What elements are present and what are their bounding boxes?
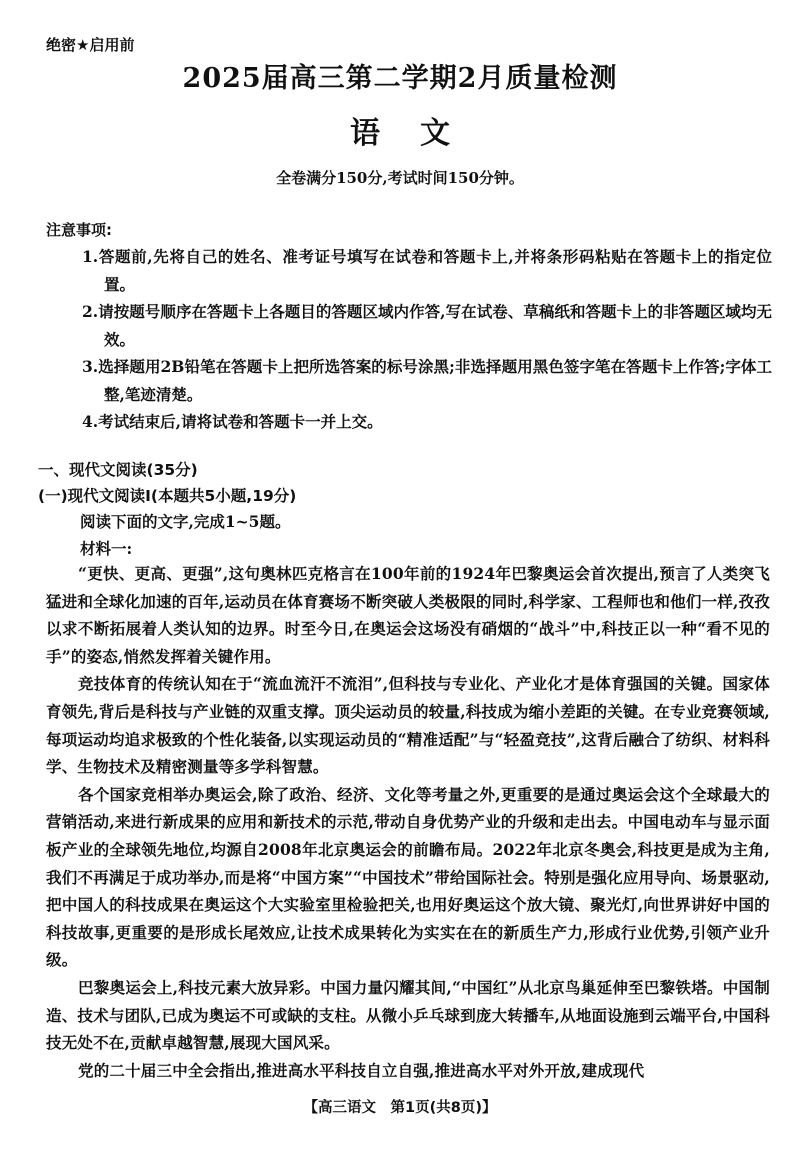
notice-item: 1.答题前,先将自己的姓名、准考证号填写在试卷和答题卡上,并将条形码粘贴在答题卡上的指定位置。 (82, 247, 772, 294)
paragraph: 党的二十届三中全会指出,推进高水平科技自立自强,推进高水平对外开放,建成现代 (78, 1060, 645, 1080)
material-label: 材料一: (80, 539, 133, 558)
reading-instruction: 阅读下面的文字,完成1~5题。 (80, 512, 291, 531)
notice-item: 2.请按题号顺序在答题卡上各题目的答题区域内作答,写在试卷、草稿纸和答题卡上的非答题区域均无效。 (82, 302, 772, 349)
notice-item: 4.考试结束后,请将试卷和答题卡一并上交。 (82, 412, 383, 431)
exam-title: 2025届高三第二学期2月质量检测 (182, 63, 618, 94)
material-text (46, 560, 770, 1084)
section-title: 一、现代文阅读(35分) (38, 461, 198, 479)
confidential-label: 绝密★启用前 (46, 36, 135, 54)
score-time-note: 全卷满分150分,考试时间150分钟。 (276, 169, 524, 187)
notice-list (82, 243, 772, 436)
notice-item: 3.选择题用2B铅笔在答题卡上把所选答案的标号涂黑;非选择题用黑色签字笔在答题卡上作答;字体工整,笔迹清楚。 (82, 357, 772, 404)
paragraph: 竞技体育的传统认知在于“流血流汗不流泪”,但科技与专业化、产业化才是体育强国的关键。国家体育领先,背后是科技与产业链的双重支撑。顶尖运动员的较量,科技成为缩小差距的关键。在专业竞赛领域,每项运动均追求极致的个性化装备,以实现运动员的“精准适配”与“轻盈竞技”,这背后融合了纺织、材料科学、生物技术及精密测量等多学科智慧。 (46, 674, 770, 777)
subsection-title: (一)现代文阅读Ⅰ(本题共5小题,19分) (38, 487, 297, 505)
subject-title: 语文 (350, 116, 490, 151)
notice-heading: 注意事项: (46, 221, 112, 239)
paragraph: 巴黎奥运会上,科技元素大放异彩。中国力量闪耀其间,“中国红”从北京鸟巢延伸至巴黎铁塔。中国制造、技术与团队,已成为奥运不可或缺的支柱。从微小乒乓球到庞大转播车,从地面设施到云端平台,中国科技无处不在,贡献卓越智慧,展现大国风采。 (46, 977, 770, 1053)
paragraph: 各个国家竞相举办奥运会,除了政治、经济、文化等考量之外,更重要的是通过奥运会这个全球最大的营销活动,来进行新成果的应用和新技术的示范,带动自身优势产业的升级和走出去。中国电动车与显示面板产业的全球领先地位,均源自2008年北京奥运会的前瞻布局。2022年北京冬奥会,科技更是成为主角,我们不再满足于成功举办,而是将“中国方案”“中国技术”带给国际社会。特别是强化应用导向、场景驱动,把中国人的科技成果在奥运这个大实验室里检验把关,也用好奥运这个放大镜、聚光灯,向世界讲好中国的科技故事,更重要的是形成长尾效应,让技术成果转化为实实在在的新质生产力,形成行业优势,引领产业升级。 (46, 784, 770, 970)
page-footer: 【高三语文 第1页(共8页)】 (303, 1100, 497, 1116)
paragraph: “更快、更高、更强”,这句奥林匹克格言在100年前的1924年巴黎奥运会首次提出,预言了人类突飞猛进和全球化加速的百年,运动员在体育赛场不断突破人类极限的同时,科学家、工程师也和他们一样,孜孜以求不断拓展着人类认知的边界。时至今日,在奥运会这场没有硝烟的“战斗”中,科技正以一种“看不见的手”的姿态,悄然发挥着关键作用。 (46, 564, 770, 666)
